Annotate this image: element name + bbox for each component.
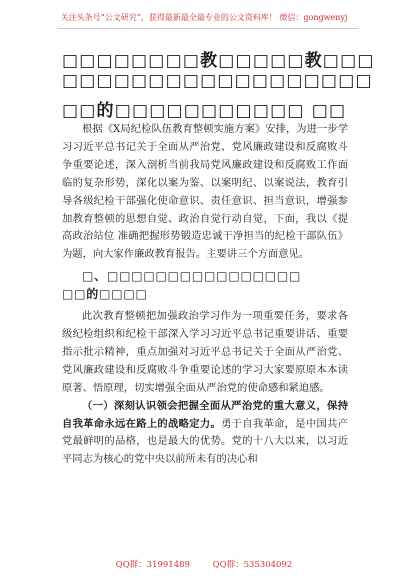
subsection-text-1: 勇于自我革命，是中国共产党最鲜明的品格，也是最大的优势。党的十八大以来，以习近平同志为核心的党中央以前所未有的决心和 [62,417,349,466]
subsection-paragraph-1 [62,398,348,470]
footer-qq-group-2: QQ群：535304092 [212,560,293,570]
body-paragraph-2: 此次教育整顿把加强政治学习作为一项重要任务，要求各级纪检组织和纪检干部深入学习习近平总书记重要讲话、重要指示批示精神，重点加强对习近平总书记关于全面从严治党、党风廉政建设和反腐败斗争重要论述的学习大家要原原本本读原著、悟原理，切实增强全面从严治党的使命感和紧迫感。 [62,310,348,394]
subsection-heading-1: （一）深刻认识领会把握全面从严治党的重大意义，保持自我革命永远在路上的战略定力。 [62,399,348,430]
title-line-3: □□的□□□□□□□□□□□ □□ [62,101,347,121]
footer-qq-group-1: QQ群：31991489 [115,560,190,570]
section-heading-1: □、□□□□□□□□□□□□□□□□ [82,269,302,284]
header-notice: 关注头条号“公文研究”，获得最新最全最专业的公文资料库！ 微信：gongwenyj [60,13,348,22]
title-line-1: □□□□□□□□教□□□□□教□□□ [62,51,375,71]
intro-paragraph: 根据《X局纪检队伍教育整顿实施方案》安排，为进一步学习习近平总书记关于全面从严治党、党风廉政建设和反腐败斗争重要论述，深入剖析当前我局党风廉政建设和反腐败工作面临的复杂形势，深化以案为鉴、以案明纪、以案说法，教育引导各级纪检干部强化使命意识、责任意识、担当意识，增强参加教育整顿的思想自觉、政治自觉行动自觉，下面，我以《提高政治站位 准确把握形势锻造忠诚干净担当的纪检干部队伍》为题，向大家作廉政教育报告。主要讲三个方面意见。 [62,123,348,261]
title-line-2: □□□□□□□□□□□□□□□□□□ [62,71,373,91]
footer [0,558,408,570]
section-heading-1-cont: □□的□□□□ [62,287,148,302]
document-body [62,121,348,469]
header-divider [58,28,358,29]
